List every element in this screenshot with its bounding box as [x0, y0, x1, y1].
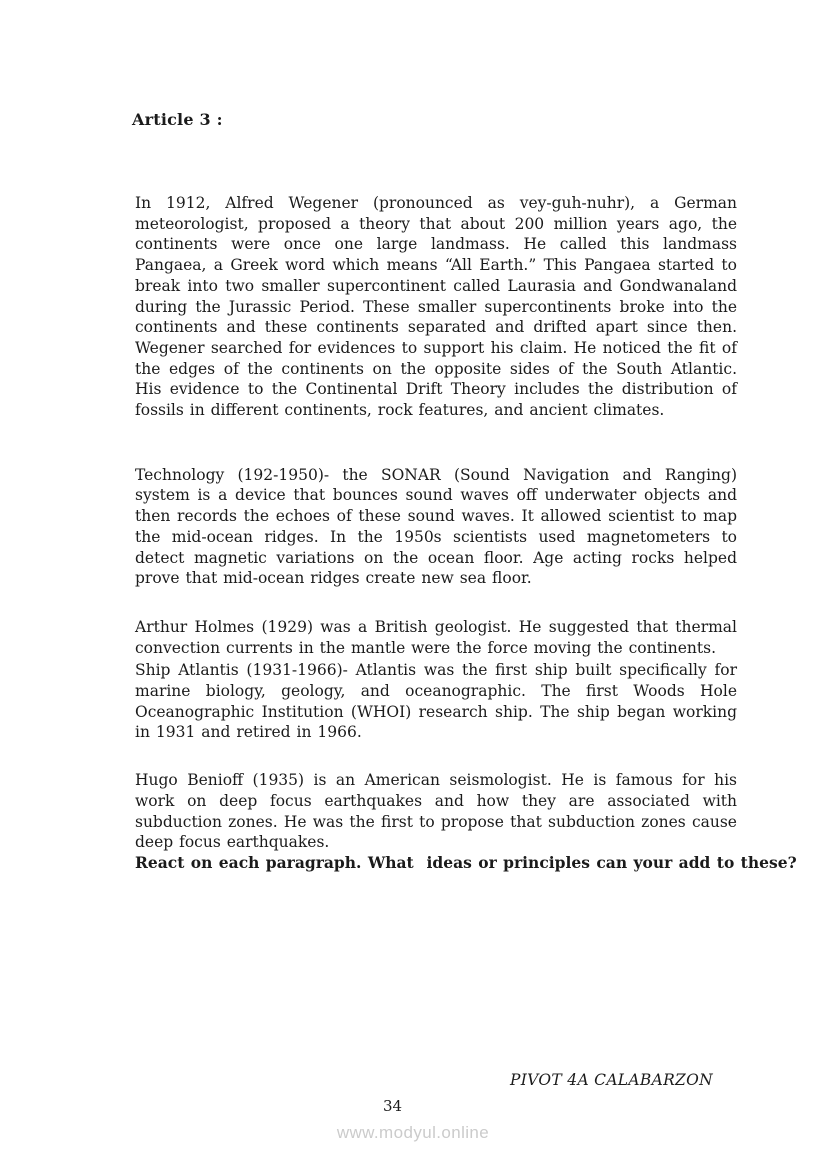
reaction-prompt: React on each paragraph. What ideas or principles can your add to these? — [135, 852, 797, 872]
paragraph-hugo-benioff: Hugo Benioff (1935) is an American seismologist. He is famous for his work on deep focus earthquakes and how they are associated with subduction zones. He was the first to propose that subduction zones cause deep focus earthquakes. — [135, 771, 737, 852]
page-number: 34 — [383, 1097, 403, 1115]
article-body — [135, 193, 797, 874]
paragraph-ship-atlantis: Ship Atlantis (1931-1966)- Atlantis was the first ship built specifically for marine biology, geology, and oceanographic. The first Woods Hole Oceanographic Institution (WHOI) research ship. The ship began working in 1931 and retired in 1966. — [135, 661, 737, 742]
footer-imprint: PIVOT 4A CALABARZON — [510, 1071, 713, 1089]
paragraph-arthur-holmes: Arthur Holmes (1929) was a British geologist. He suggested that thermal convection currents in the mantle were the force moving the continents. — [135, 617, 737, 657]
watermark: www.modyul.online — [336, 1123, 490, 1142]
paragraph-wegener: In 1912, Alfred Wegener (pronounced as vey-guh-nuhr), a German meteorologist, proposed a theory that about 200 million years ago, the continents were once one large landmass. He called this landmass Pangaea, a Greek word which means “All Earth.” This Pangaea started to break into two smaller supercontinent called Laurasia and Gondwanaland during the Jurassic Period. These smaller supercontinents broke into the continents and these continents separated and drifted apart since then. Wegener searched for evidences to support his claim. He noticed the fit of the edges of the continents on the opposite sides of the South Atlantic. His evidence to the Continental Drift Theory includes the distribution of fossils in different continents, rock features, and ancient climates. — [135, 194, 737, 420]
article-heading: Article 3 : — [132, 110, 223, 129]
paragraph-sonar-technology: Technology (192-1950)- the SONAR (Sound Navigation and Ranging) system is a device that bounces sound waves off underwater objects and then records the echoes of these sound waves. It allowed scientist to map the mid-ocean ridges. In the 1950s scientists used magnetometers to detect magnetic variations on the ocean floor. Age acting rocks helped prove that mid-ocean ridges create new sea floor. — [135, 465, 737, 588]
